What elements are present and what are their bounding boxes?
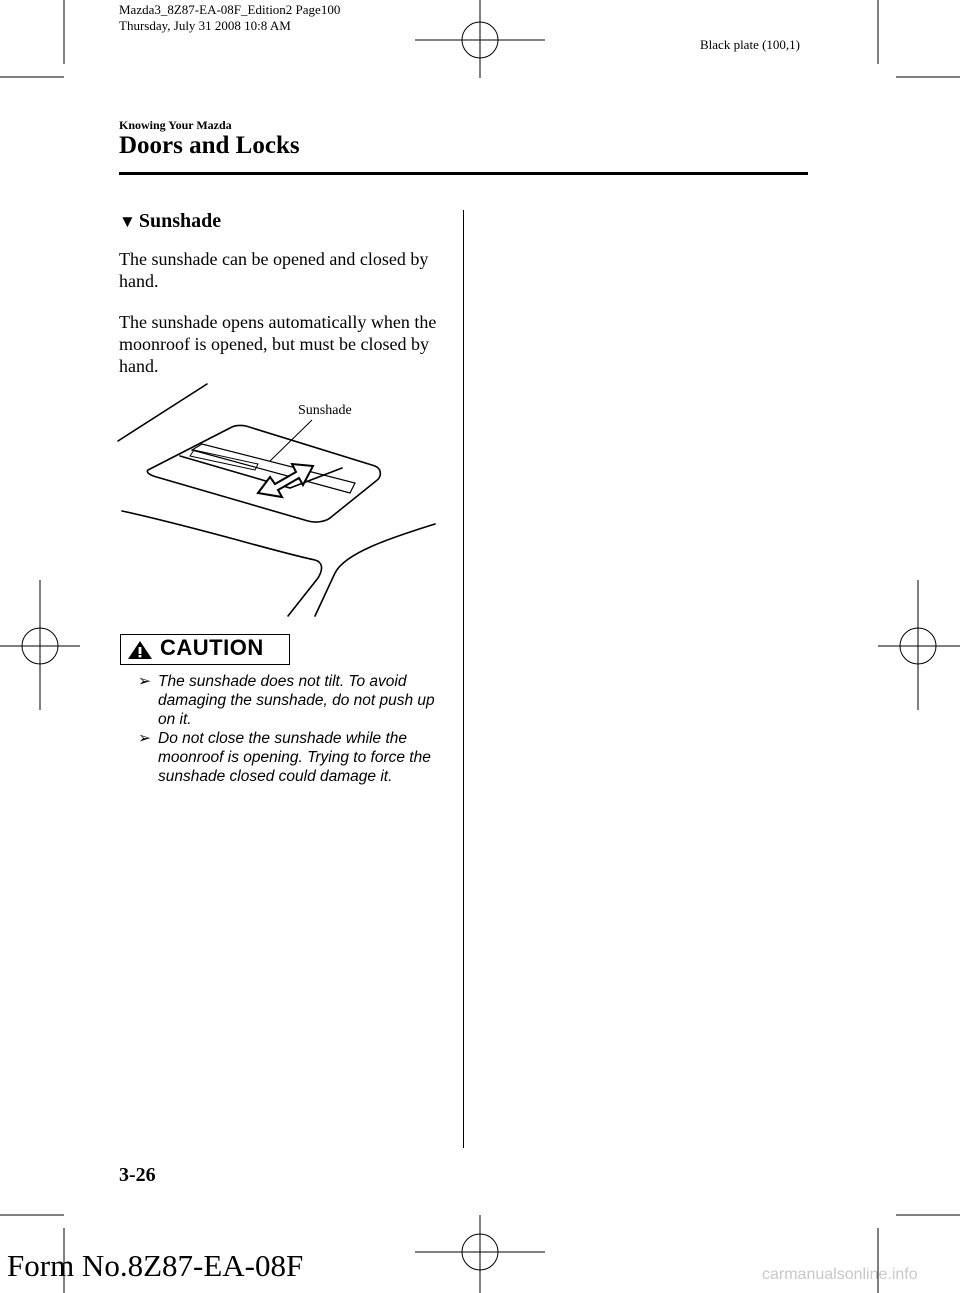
caution-item <box>138 672 448 729</box>
sunshade-illustration <box>110 378 450 623</box>
caution-list <box>138 672 448 786</box>
caution-item-text: Do not close the sunshade while the moonroof is opening. Trying to force the sunshade closed could damage it. <box>158 730 431 785</box>
paragraph-2: The sunshade opens automatically when the moonroof is opened, but must be closed by hand. <box>119 312 437 376</box>
page-title: Doors and Locks <box>119 132 300 159</box>
paragraph-1: The sunshade can be opened and closed by hand. <box>119 249 429 291</box>
caution-item <box>138 729 448 786</box>
section-label: Knowing Your Mazda <box>119 118 232 132</box>
page-number: 3-26 <box>119 1164 156 1186</box>
column-divider <box>463 210 464 1148</box>
print-info-line2: Thursday, July 31 2008 10:8 AM <box>119 18 291 33</box>
subsection-heading <box>119 210 221 233</box>
plate-label: Black plate (100,1) <box>700 37 800 52</box>
caution-item-text: The sunshade does not tilt. To avoid damaging the sunshade, do not push up on it. <box>158 673 435 728</box>
print-info-line1: Mazda3_8Z87-EA-08F_Edition2 Page100 <box>119 2 341 17</box>
form-number: Form No.8Z87-EA-08F <box>7 1248 304 1283</box>
warning-triangle-icon <box>126 639 154 661</box>
sunshade-callout: Sunshade <box>298 403 352 418</box>
arrow-bullet-icon: ➢ <box>138 673 151 690</box>
triangle-marker-icon: ▼ <box>119 212 136 231</box>
print-info <box>119 2 340 34</box>
title-rule <box>119 172 808 175</box>
arrow-bullet-icon: ➢ <box>138 730 151 747</box>
subsection-title: Sunshade <box>138 210 222 232</box>
caution-label: CAUTION <box>160 635 264 660</box>
watermark: carmanualsonline.info <box>762 1266 918 1283</box>
